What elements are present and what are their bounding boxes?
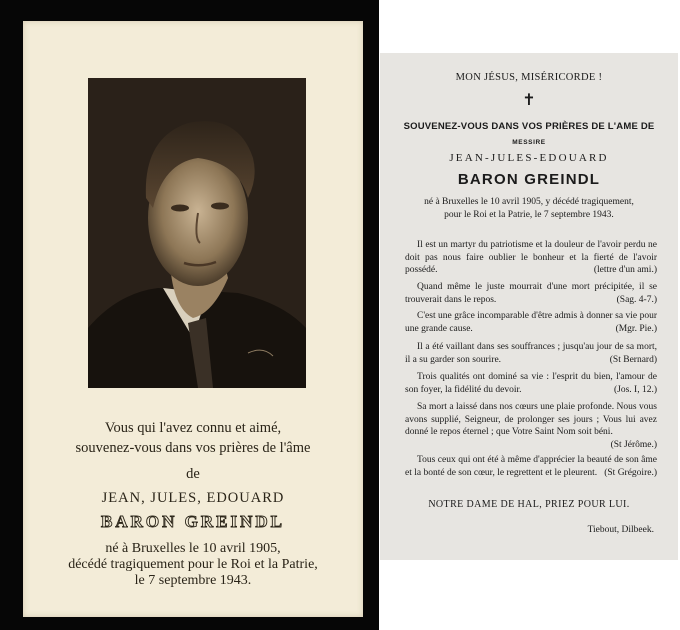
paragraph-source: (St Jérôme.) <box>610 439 657 450</box>
portrait-photo <box>88 78 306 388</box>
born-line-3: le 7 septembre 1943. <box>134 573 252 588</box>
paragraph-source: (Sag. 4-7.) <box>616 294 657 305</box>
paragraph-text: Trois qualités ont dominé sa vie : l'esprit du bien, l'amour de son foyer, la fidélité du devoir. <box>405 372 657 395</box>
paragraph-source: (Jos. I, 12.) <box>613 384 657 395</box>
paragraph <box>405 281 657 306</box>
birth-death-text <box>23 541 363 589</box>
paragraph-text: Sa mort a laissé dans nos cœurs une plaie profonde. Nous vous avons supplié, Seigneur, de prolonger ses jours ; Vous lui avez donné le repos éternel ; que Votre Saint Nom soit béni. <box>405 402 657 437</box>
paragraph <box>405 401 657 451</box>
paragraph-source: (St Grégoire.) <box>604 467 657 478</box>
intro-line-2: souvenez-vous dans vos prières de l'âme <box>75 440 311 456</box>
paragraph <box>405 239 657 277</box>
paragraph-text: Il est un martyr du patriotisme et la douleur de l'avoir perdu ne doit pas nous faire oublier le bonheur et la fierté de l'avoir possédé. <box>405 240 657 275</box>
paragraph-text: Il a été vaillant dans ses souffrances ; jusqu'au jour de sa mort, il a su garder son sourire. <box>405 342 657 365</box>
paragraph <box>405 371 657 396</box>
header-text: MON JÉSUS, MISÉRICORDE ! <box>455 72 603 83</box>
cross-icon: ✝ <box>522 92 536 109</box>
portrait-image <box>88 78 306 388</box>
baron-name: BARON GREINDL <box>101 512 285 531</box>
paragraph-source: (St Bernard) <box>609 354 657 365</box>
memorial-card-back <box>380 53 678 560</box>
de-text: de <box>186 466 200 482</box>
paragraph-text: Quand même le juste mourrait d'une mort précipitée, il se trouverait dans le repos. <box>405 282 657 305</box>
messire-text: MESSIRE <box>512 139 546 146</box>
paragraph <box>405 454 657 479</box>
full-name: JEAN, JULES, EDOUARD <box>101 490 285 506</box>
birth-death-back <box>380 196 678 222</box>
paragraph <box>405 341 657 366</box>
closing-prayer: NOTRE DAME DE HAL, PRIEZ POUR LUI. <box>428 499 630 510</box>
paragraph-source: (Mgr. Pie.) <box>615 323 657 334</box>
paragraph-text: Tous ceux qui ont été à même d'apprécier la beauté de son âme et la bonté de son cœur, le regrettent et le pleurent. <box>405 455 657 478</box>
paragraph-text: C'est une grâce incomparable d'être admis à donner sa vie pour une grande cause. <box>405 311 657 334</box>
born-line-1: né à Bruxelles le 10 avril 1905, <box>105 541 281 556</box>
souvenez-heading: SOUVENEZ-VOUS DANS VOS PRIÈRES DE L'AME DE <box>403 121 655 132</box>
paragraph-source: (lettre d'un ami.) <box>593 265 657 275</box>
paragraph <box>405 310 657 335</box>
printer-credit: Tiebout, Dilbeek. <box>587 525 654 535</box>
baron-name-back: BARON GREINDL <box>457 171 601 188</box>
born-back-line-1: né à Bruxelles le 10 avril 1905, y décédé tragiquement, <box>424 197 634 207</box>
born-line-2: décédé tragiquement pour le Roi et la Patrie, <box>68 557 318 572</box>
intro-line-1: Vous qui l'avez connu et aimé, <box>104 420 282 436</box>
intro-text <box>23 418 363 458</box>
first-names: JEAN-JULES-EDOUARD <box>449 152 609 164</box>
born-back-line-2: pour le Roi et la Patrie, le 7 septembre 1943. <box>444 210 614 220</box>
